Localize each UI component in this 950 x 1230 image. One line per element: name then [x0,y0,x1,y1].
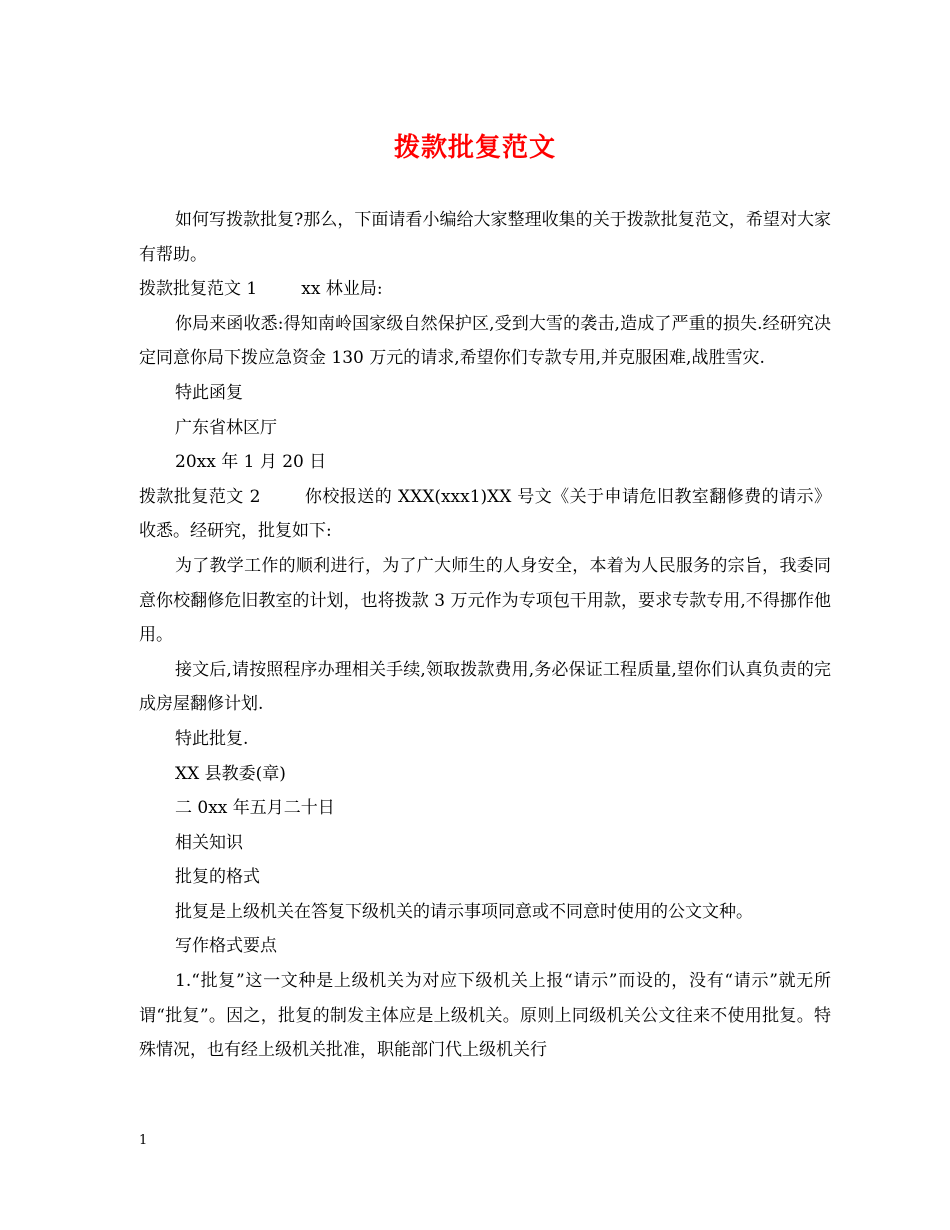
paragraph: 接文后,请按照程序办理相关手续,领取拨款费用,务必保证工程质量,望你们认真负责的完成房屋翻修计划. [139,659,831,715]
paragraph: XX 县教委(章) [175,763,286,784]
paragraph: 1.“批复”这一文种是上级机关为对应下级机关上报“请示”而设的，没有“请示”就无所谓“批复”。因之，批复的制发主体应是上级机关。原则上同级机关公文往来不使用批复。特殊情况，也有经上级机关批准，职能部门代上级机关行 [139,971,831,1061]
paragraph [139,480,831,549]
document-title: 拨款批复范文 [393,133,556,163]
paragraph: 相关知识 [175,832,243,853]
page-number: 1 [139,1133,148,1148]
paragraph [139,272,831,307]
paragraph: 如何写拨款批复?那么，下面请看小编给大家整理收集的关于拨款批复范文，希望对大家有帮助。 [139,210,831,265]
section-label: 拨款批复范文 1 [139,279,258,300]
paragraph: 你局来函收悉:得知南岭国家级自然保护区,受到大雪的袭击,造成了严重的损失.经研究决定同意你局下拨应急资金 130 万元的请求,希望你们专款专用,并克服困难,战胜雪灾. [139,313,831,369]
paragraph: 批复的格式 [175,867,260,888]
section-label: 拨款批复范文 2 [139,486,261,507]
paragraph: 特此批复. [175,728,249,749]
paragraph: 写作格式要点 [175,936,277,957]
paragraph-text: xx 林业局: [301,279,383,300]
paragraph: 广东省林区厅 [175,417,277,438]
document-body [139,203,831,1068]
paragraph: 二 0xx 年五月二十日 [175,798,335,819]
paragraph: 为了教学工作的顺利进行，为了广大师生的人身安全，本着为人民服务的宗旨，我委同意你校翻修危旧教室的计划，也将拨款 3 万元作为专项包干用款，要求专款专用,不得挪作他用。 [139,555,831,646]
paragraph: 特此函复 [175,382,243,403]
paragraph: 20xx 年 1 月 20 日 [175,452,327,473]
paragraph: 批复是上级机关在答复下级机关的请示事项同意或不同意时使用的公文文种。 [175,901,753,922]
paragraph-text: 你校报送的 XXX(xxx1)XX 号文《关于申请危旧教室翻修费的请示》收悉。经研究，批复如下: [139,486,831,542]
